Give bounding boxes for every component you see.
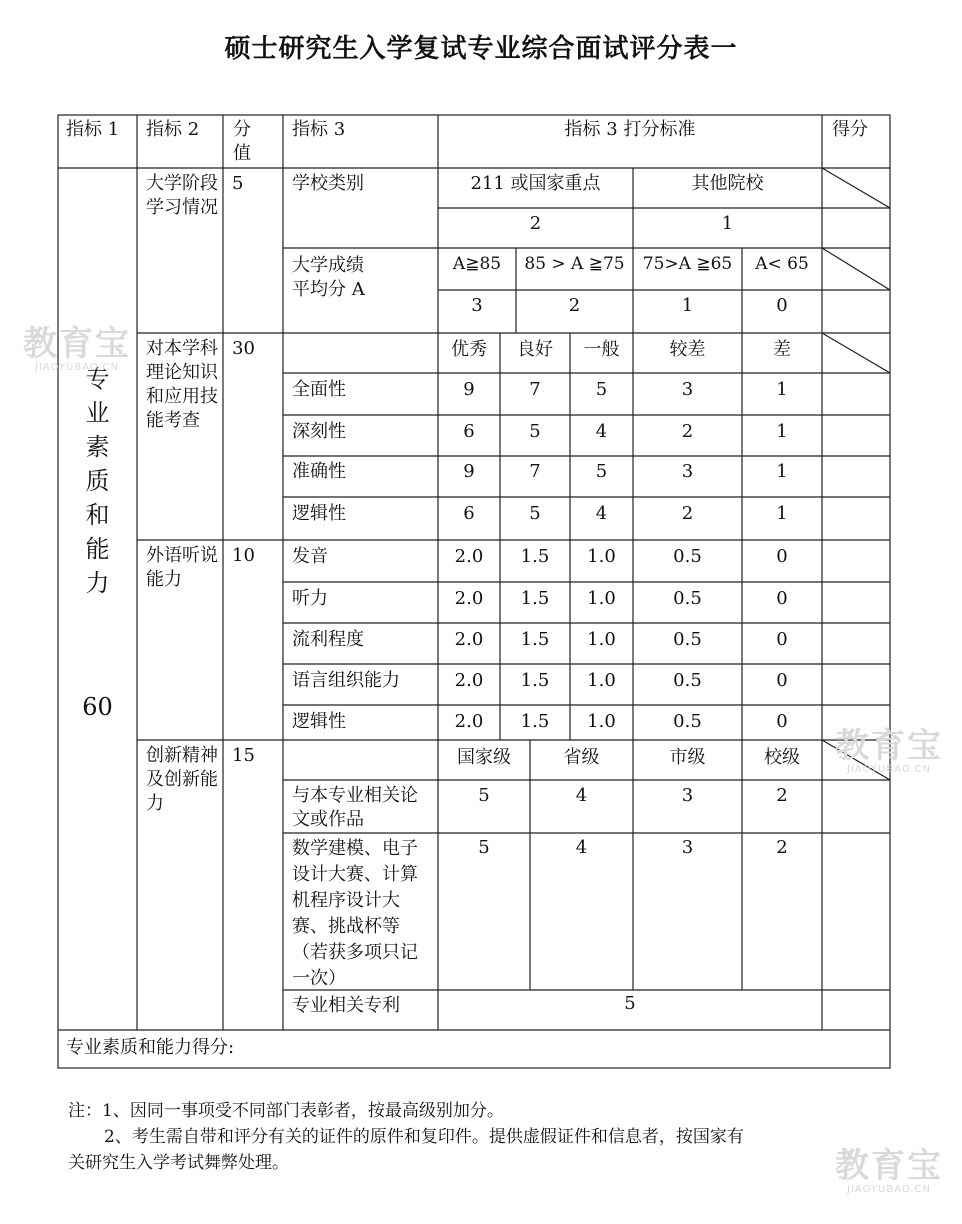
watermark-text: 教育宝 — [835, 726, 943, 766]
language-score: 0.5 — [673, 588, 702, 609]
language-score: 2.0 — [454, 588, 484, 609]
language-score: 1.5 — [520, 629, 550, 650]
page-title: 硕士研究生入学复试专业综合面试评分表一 — [224, 34, 738, 64]
theory-score: 1 — [776, 503, 788, 524]
language-row-label: 流利程度 — [292, 629, 364, 650]
language-score: 2.0 — [454, 670, 484, 691]
language-score: 0.5 — [673, 629, 702, 650]
innovation-score: 2 — [776, 837, 788, 858]
gpa-score-4: 0 — [776, 295, 788, 316]
language-score: 2.0 — [454, 711, 484, 732]
theory-score: 1 — [776, 379, 788, 400]
theory-score: 2 — [681, 421, 694, 442]
theory-row-label: 全面性 — [292, 379, 346, 400]
theory-score: 6 — [463, 421, 475, 442]
gpa-level-3: 75>A ≧65 — [642, 254, 733, 274]
language-score: 1.5 — [520, 711, 550, 732]
section-name-innovation: 创新精神及创新能力 — [146, 745, 218, 814]
watermark-logo — [824, 728, 954, 776]
watermark-logo — [12, 326, 142, 374]
language-score: 0 — [776, 670, 788, 691]
language-score: 1.0 — [587, 670, 616, 691]
left-block-label: 专 业 素 质 和 能 力 — [85, 365, 110, 597]
innovation-row-label: 数学建模、电子设计大赛、计算机程序设计大赛、挑战杯等（若获多项只记一次） — [292, 838, 418, 989]
section-value-university: 5 — [232, 173, 244, 194]
header-indicator-3: 指标 3 — [292, 119, 346, 140]
school-level-1: 211 或国家重点 — [470, 173, 601, 194]
language-score: 1.0 — [587, 629, 616, 650]
watermark-text: 教育宝 — [23, 324, 131, 364]
theory-score: 1 — [776, 421, 788, 442]
innovation-level-1: 国家级 — [457, 747, 511, 768]
theory-score: 5 — [595, 379, 608, 400]
watermark-logo — [824, 1148, 954, 1196]
theory-score: 2 — [681, 503, 694, 524]
language-score: 0.5 — [673, 711, 702, 732]
language-row-label: 听力 — [292, 588, 328, 609]
theory-row-label: 准确性 — [292, 461, 346, 482]
section-name-language: 外语听说能力 — [146, 545, 218, 590]
school-level-2: 其他院校 — [691, 173, 764, 194]
language-score: 1.5 — [520, 546, 550, 567]
gpa-level-2: 85 > A ≧75 — [524, 254, 625, 274]
theory-score: 3 — [681, 379, 694, 400]
left-block-total: 60 — [82, 693, 113, 721]
innovation-score: 2 — [776, 785, 788, 806]
innovation-level-2: 省级 — [563, 747, 600, 768]
patent-label: 专业相关专利 — [292, 995, 400, 1016]
header-indicator-1: 指标 1 — [66, 119, 120, 140]
innovation-score: 3 — [681, 785, 694, 806]
header-score-value: 分 值 — [233, 119, 251, 164]
language-row-label: 发音 — [292, 546, 328, 567]
theory-score: 3 — [681, 461, 694, 482]
innovation-score: 4 — [575, 837, 588, 858]
theory-row-label: 逻辑性 — [292, 503, 346, 524]
theory-level-3: 一般 — [583, 339, 620, 360]
patent-score: 5 — [624, 993, 636, 1014]
header-indicator-2: 指标 2 — [146, 119, 200, 140]
school-score-2: 1 — [721, 213, 734, 234]
innovation-score: 5 — [478, 785, 490, 806]
total-label: 专业素质和能力得分: — [66, 1037, 235, 1058]
gpa-level-4: A< 65 — [755, 254, 809, 274]
language-score: 1.5 — [520, 588, 550, 609]
innovation-score: 5 — [478, 837, 490, 858]
language-row-label: 逻辑性 — [292, 711, 346, 732]
theory-level-4: 较差 — [669, 339, 706, 360]
innovation-level-4: 校级 — [764, 747, 800, 768]
innovation-score: 3 — [681, 837, 694, 858]
gpa-level-1: A≧85 — [452, 254, 502, 274]
theory-score: 9 — [463, 379, 475, 400]
language-score: 1.0 — [587, 711, 616, 732]
theory-score: 1 — [776, 461, 788, 482]
school-type-label: 学校类别 — [292, 173, 364, 194]
theory-row-label: 深刻性 — [292, 421, 346, 442]
theory-score: 5 — [595, 461, 608, 482]
language-score: 1.0 — [587, 546, 616, 567]
header-criteria: 指标 3 打分标准 — [564, 119, 696, 140]
gpa-label: 大学成绩 平均分 A — [292, 255, 365, 300]
language-row-label: 语言组织能力 — [292, 670, 400, 691]
innovation-row-label: 与本专业相关论文或作品 — [292, 785, 418, 830]
note-1: 注：1、因同一事项受不同部门表彰者，按最高级别加分。 — [68, 1101, 504, 1121]
notes — [68, 1098, 908, 1176]
language-score: 0.5 — [673, 546, 702, 567]
language-score: 2.0 — [454, 629, 484, 650]
header-score: 得分 — [832, 119, 868, 140]
section-value-theory: 30 — [232, 338, 255, 359]
note-2: 2、考生需自带和评分有关的证件的原件和复印件。提供虚假证件和信息者，按国家有 — [104, 1127, 744, 1147]
innovation-score: 4 — [575, 785, 588, 806]
theory-score: 5 — [529, 421, 541, 442]
theory-score: 7 — [529, 461, 541, 482]
section-name-theory: 对本学科理论知识和应用技能考查 — [146, 338, 218, 431]
theory-level-5: 差 — [773, 339, 791, 360]
watermark-url: JIAOYUBAO.CN — [847, 1184, 931, 1195]
theory-score: 7 — [529, 379, 541, 400]
theory-score: 5 — [529, 503, 541, 524]
language-score: 0.5 — [673, 670, 702, 691]
theory-score: 6 — [463, 503, 475, 524]
language-score: 0 — [776, 629, 788, 650]
theory-score: 4 — [595, 421, 608, 442]
watermark-text: 教育宝 — [835, 1146, 943, 1186]
language-score: 0 — [776, 546, 788, 567]
innovation-level-3: 市级 — [669, 747, 706, 768]
note-3: 关研究生入学考试舞弊处理。 — [68, 1153, 289, 1173]
watermark-url: JIAOYUBAO.CN — [35, 362, 119, 373]
gpa-score-1: 3 — [471, 295, 483, 316]
language-score: 0 — [776, 588, 788, 609]
language-score: 1.0 — [587, 588, 616, 609]
language-score: 1.5 — [520, 670, 550, 691]
section-name-university: 大学阶段学习情况 — [146, 173, 218, 218]
school-score-1: 2 — [529, 213, 542, 234]
gpa-score-2: 2 — [568, 295, 581, 316]
language-score: 0 — [776, 711, 788, 732]
section-value-language: 10 — [232, 545, 255, 566]
theory-score: 9 — [463, 461, 475, 482]
theory-level-2: 良好 — [517, 339, 553, 360]
watermark-url: JIAOYUBAO.CN — [847, 764, 931, 775]
gpa-score-3: 1 — [681, 295, 694, 316]
theory-score: 4 — [595, 503, 608, 524]
theory-level-1: 优秀 — [451, 339, 487, 360]
language-score: 2.0 — [454, 546, 484, 567]
section-value-innovation: 15 — [232, 745, 255, 766]
